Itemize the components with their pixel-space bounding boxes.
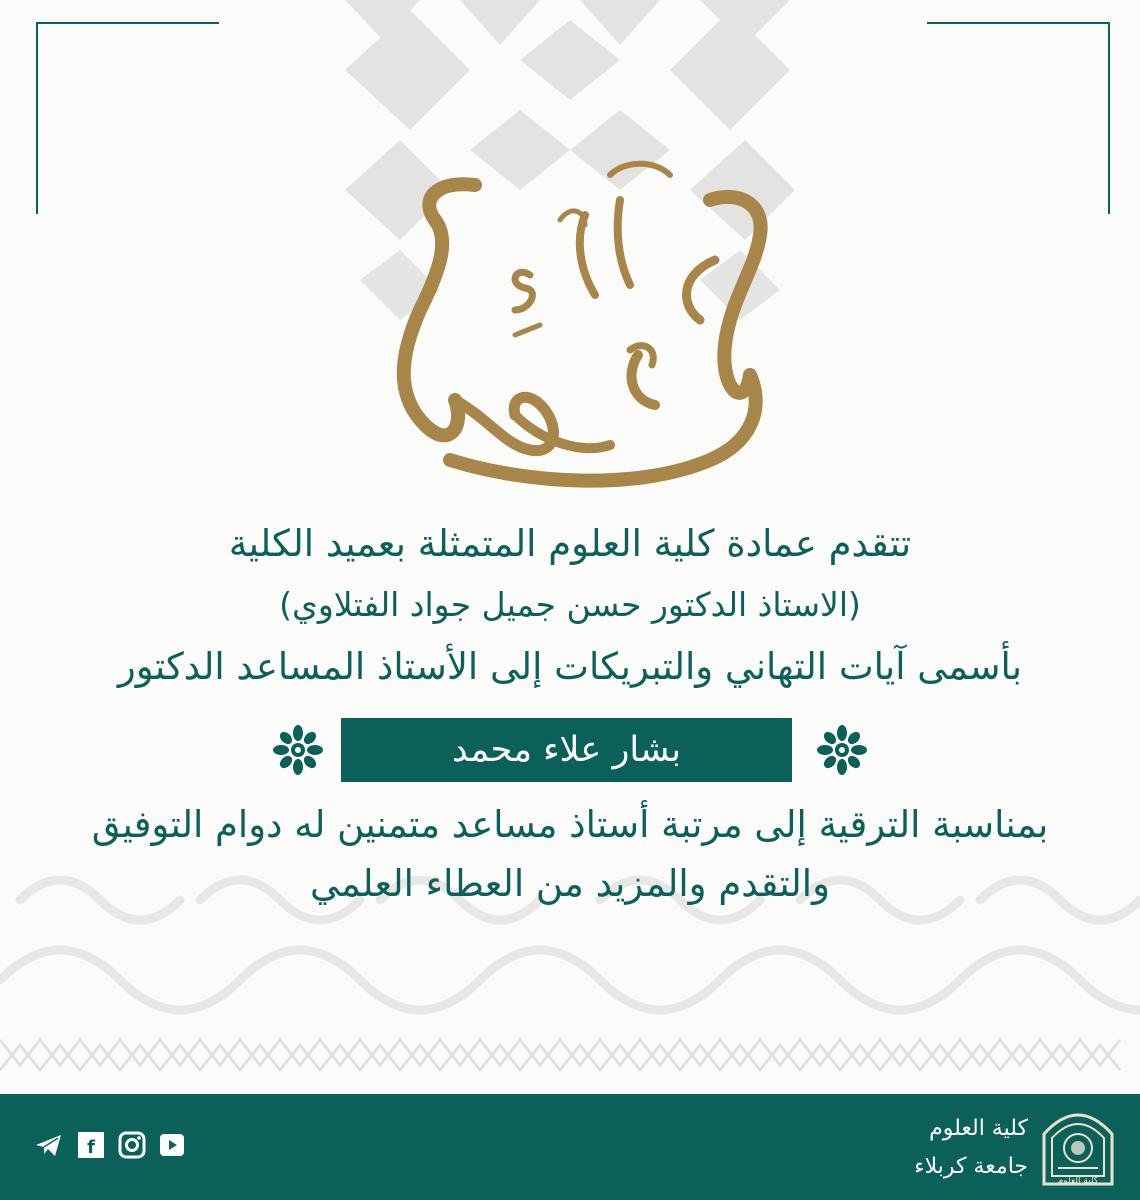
college-logo: [1040, 1104, 1116, 1188]
facebook-icon[interactable]: [76, 1130, 106, 1160]
message-line-4: بمناسبة الترقية إلى مرتبة أستاذ مساعد متمنين له دوام التوفيق: [91, 803, 1049, 846]
college-name: كلية العلوم: [929, 1116, 1028, 1141]
message-line-5: والتقدم والمزيد من العطاء العلمي: [310, 862, 830, 905]
congratulations-calligraphy: [380, 160, 800, 490]
right-flower-ornament-icon: [817, 725, 867, 775]
dean-name-line: (الاستاذ الدكتور حسن جميل جواد الفتلاوي): [279, 585, 861, 624]
youtube-icon[interactable]: [157, 1130, 187, 1160]
svg-text:f: f: [87, 1137, 95, 1158]
university-name: جامعة كربلاء: [914, 1154, 1028, 1179]
left-flower-ornament-icon: [273, 725, 323, 775]
message-line-1: تتقدم عمادة كلية العلوم المتمثلة بعميد الكلية: [228, 522, 912, 565]
instagram-icon[interactable]: [117, 1130, 147, 1160]
message-line-3: بأسمى آيات التهاني والتبريكات إلى الأستاذ المساعد الدكتور: [117, 645, 1023, 688]
svg-text:كلية العلوم: كلية العلوم: [1057, 1176, 1099, 1186]
honoree-name-box: بشار علاء محمد: [341, 718, 792, 782]
telegram-icon[interactable]: [34, 1130, 64, 1160]
